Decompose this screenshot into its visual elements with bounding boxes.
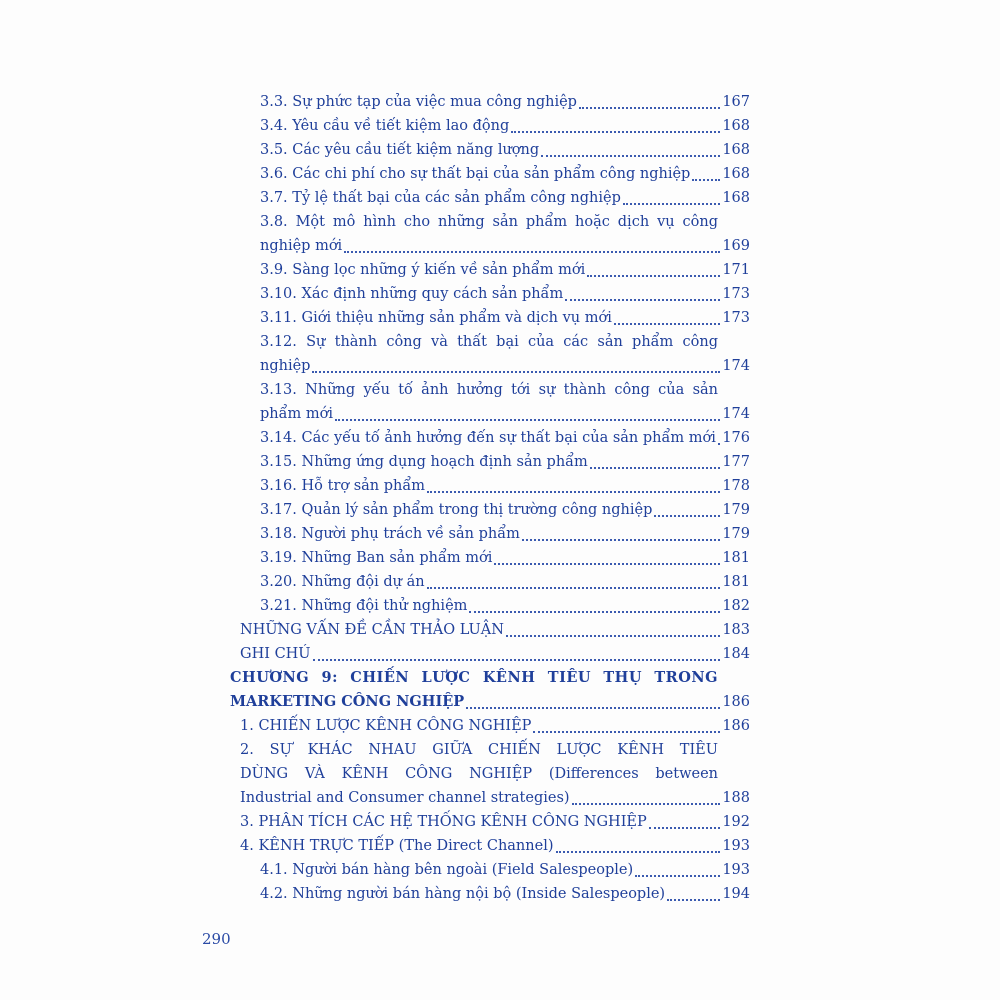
toc-entry: 3.6. Các chi phí cho sự thất bại của sản phẩm công nghiệp 168 [230, 162, 750, 186]
toc-entry: 3.19. Những Ban sản phẩm mới 181 [230, 546, 750, 570]
toc-entry: 3.7. Tỷ lệ thất bại của các sản phẩm công nghiệp 168 [230, 186, 750, 210]
toc-entry: 3.13. Những yếu tố ảnh hưởng tới sự thành công của sản phẩm mới 174 [230, 378, 750, 426]
toc-entry: 3.16. Hỗ trợ sản phẩm 178 [230, 474, 750, 498]
toc-page-number: 171 [722, 262, 750, 278]
toc-page-number: 193 [722, 838, 750, 854]
toc-entry: 3.21. Những đội thử nghiệm 182 [230, 594, 750, 618]
toc-entry: 3.11. Giới thiệu những sản phẩm và dịch vụ mới 173 [230, 306, 750, 330]
toc-entry: 3.20. Những đội dự án 181 [230, 570, 750, 594]
toc-page-number: 179 [722, 526, 750, 542]
toc-entry: 3.5. Các yêu cầu tiết kiệm năng lượng 168 [230, 138, 750, 162]
toc-entry: 3.3. Sự phức tạp của việc mua công nghiệp 167 [230, 90, 750, 114]
toc-entry: NHỮNG VẤN ĐỀ CẦN THẢO LUẬN 183 [230, 618, 750, 642]
toc-page-number: 168 [722, 142, 750, 158]
toc-page-number: 179 [722, 502, 750, 518]
toc-page-number: 186 [722, 694, 750, 710]
toc-page-number: 177 [722, 454, 750, 470]
toc-page-number: 194 [722, 886, 750, 902]
page-number: 290 [202, 930, 231, 948]
toc-entry: 3.8. Một mô hình cho những sản phẩm hoặc dịch vụ công nghiệp mới 169 [230, 210, 750, 258]
toc-page-number: 184 [722, 646, 750, 662]
toc-entry: 1. CHIẾN LƯỢC KÊNH CÔNG NGHIỆP 186 [230, 714, 750, 738]
toc-page-number: 174 [722, 406, 750, 422]
toc-page-number: 167 [722, 94, 750, 110]
toc-entry: GHI CHÚ 184 [230, 642, 750, 666]
toc-page-number: 183 [722, 622, 750, 638]
toc-page-number: 181 [722, 550, 750, 566]
toc-entry: 3.15. Những ứng dụng hoạch định sản phẩm 177 [230, 450, 750, 474]
toc-entry: 3.10. Xác định những quy cách sản phẩm 173 [230, 282, 750, 306]
toc-entry: 4. KÊNH TRỰC TIẾP (The Direct Channel) 193 [230, 834, 750, 858]
toc-entry: 3.9. Sàng lọc những ý kiến về sản phẩm mới 171 [230, 258, 750, 282]
toc-entry: 4.2. Những người bán hàng nội bộ (Inside Salespeople) 194 [230, 882, 750, 906]
toc-page-number: 173 [722, 310, 750, 326]
toc-entry: 3.17. Quản lý sản phẩm trong thị trường công nghiệp 179 [230, 498, 750, 522]
toc-page-number: 168 [722, 118, 750, 134]
toc-page-number: 182 [722, 598, 750, 614]
toc-entry: 2. SỰ KHÁC NHAU GIỮA CHIẾN LƯỢC KÊNH TIÊU DÙNG VÀ KÊNH CÔNG NGHIỆP (Differences between Industrial and Consumer channel strategies) 188 [230, 738, 750, 810]
toc-page-number: 186 [722, 718, 750, 734]
toc-chapter-heading: CHƯƠNG 9: CHIẾN LƯỢC KÊNH TIÊU THỤ TRONG MARKETING CÔNG NGHIỆP 186 [230, 666, 750, 714]
toc-page-number: 176 [722, 430, 750, 446]
toc-page-number: 192 [722, 814, 750, 830]
toc-page-number: 178 [722, 478, 750, 494]
toc-page-number: 168 [722, 166, 750, 182]
toc-entry: 4.1. Người bán hàng bên ngoài (Field Salespeople) 193 [230, 858, 750, 882]
toc-entry: 3.14. Các yếu tố ảnh hưởng đến sự thất bại của sản phẩm mới 176 [230, 426, 750, 450]
toc-page-number: 174 [722, 358, 750, 374]
toc-entry: 3. PHÂN TÍCH CÁC HỆ THỐNG KÊNH CÔNG NGHIỆP 192 [230, 810, 750, 834]
toc-page-number: 193 [722, 862, 750, 878]
toc-page-number: 181 [722, 574, 750, 590]
toc-page-number: 188 [722, 790, 750, 806]
toc-entry: 3.12. Sự thành công và thất bại của các sản phẩm công nghiệp 174 [230, 330, 750, 378]
toc-entry: 3.18. Người phụ trách về sản phẩm 179 [230, 522, 750, 546]
toc-entry: 3.4. Yêu cầu về tiết kiệm lao động 168 [230, 114, 750, 138]
toc-page-number: 169 [722, 238, 750, 254]
toc-page-number: 173 [722, 286, 750, 302]
toc-page-number: 168 [722, 190, 750, 206]
table-of-contents [230, 90, 750, 906]
